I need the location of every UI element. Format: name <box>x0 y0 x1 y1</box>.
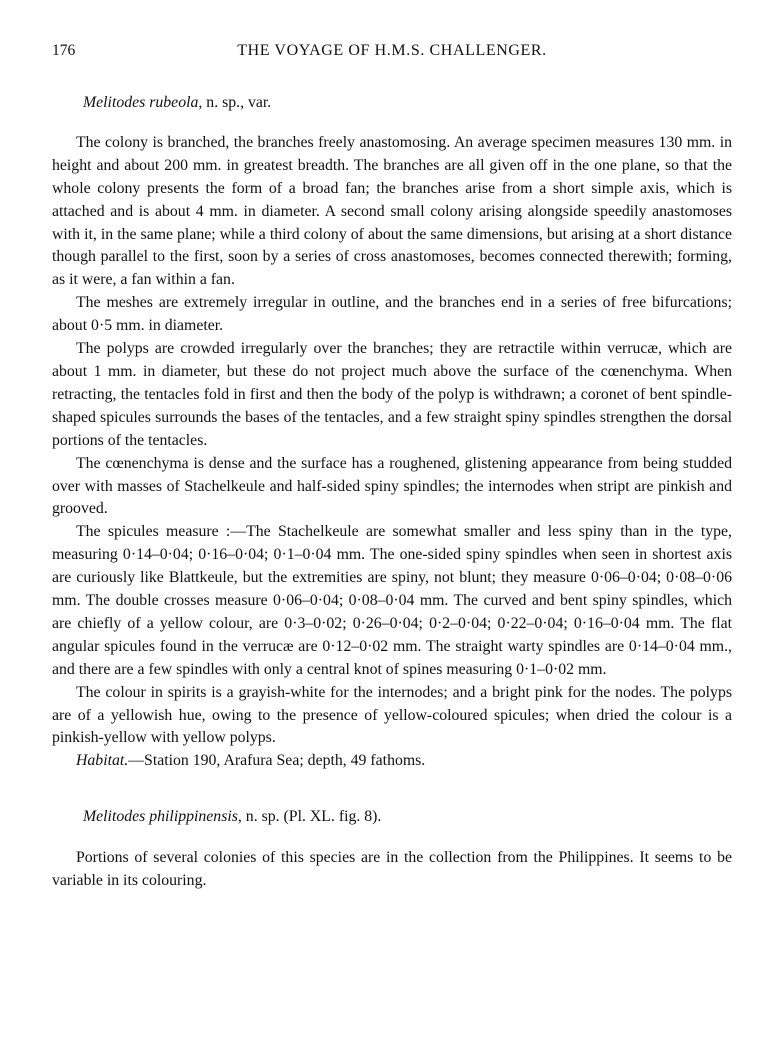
species-suffix: , n. sp., var. <box>198 94 272 111</box>
species-suffix: , n. sp. (Pl. XL. fig. 8). <box>237 808 382 826</box>
habitat-text: —Station 190, Arafura Sea; depth, 49 fathoms. <box>128 752 426 770</box>
paragraph-meshes: The meshes are extremely irregular in outline, and the branches end in a series of free bifurcations; about 0·5 mm. in diameter. <box>52 294 732 335</box>
species-name: Melitodes philippinensis <box>83 808 238 826</box>
page-number: 176 <box>52 42 76 59</box>
paragraph-spicules: The spicules measure :—The Stachelkeule are somewhat smaller and less spiny than in the type, measuring 0·14–0·04; 0·16–0·04; 0·1–0·04 mm. The one-sided spiny spindles when seen in shortest axis are curiously like Blattkeule, but the extremities are spiny, not blunt; they measure 0·06–0·04; 0·08–0·06 mm. The double crosses measure 0·06–0·04; 0·08–0·04 mm. The curved and bent spiny spindles, which are chiefly of a yellow colour, are 0·3–0·02; 0·26–0·04; 0·2–0·04; 0·22–0·04; 0·16–0·04 mm. The flat angular spicules found in the verrucæ are 0·12–0·02 mm. The straight warty spindles are 0·14–0·04 mm., and there are a few spindles with only a central knot of spines measuring 0·1–0·02 mm. <box>52 523 732 678</box>
species-heading-philippinensis <box>83 806 732 829</box>
paragraph-polyps: The polyps are crowded irregularly over the branches; they are retractile within verrucæ, which are about 1 mm. in diameter, but these do not project much above the surface of the cœnenchyma. When retracting, the tentacles fold in first and then the body of the polyp is withdrawn; a coronet of bent spindle-shaped spicules surrounds the bases of the tentacles, and a few straight spiny spindles strengthen the dorsal portions of the tentacles. <box>52 340 732 449</box>
paragraph-coenenchyma: The cœnenchyma is dense and the surface has a roughened, glistening appearance from being studded over with masses of Stachelkeule and half-sided spiny spindles; the internodes when stript are pinkish and grooved. <box>52 454 732 518</box>
species-heading-rubeola <box>83 92 732 115</box>
paragraph-colony: The colony is branched, the branches freely anastomosing. An average specimen measures 130 mm. in height and about 200 mm. in greatest breadth. The branches are all given off in the one plane, so that the whole colony presents the form of a broad fan; the branches arise from a short simple axis, which is attached and is about 4 mm. in diameter. A second small colony arising alongside speedily anastomoses with it, in the same plane; while a third colony of about the same dimensions, but arising at a short distance though parallel to the first, soon by a series of cross anastomoses, becomes connected therewith; forming, as it were, a fan within a fan. <box>52 133 732 289</box>
habitat-label: Habitat. <box>76 752 129 770</box>
page-header <box>52 42 732 66</box>
paragraph-portions: Portions of several colonies of this species are in the collection from the Philippines. It seems to be variable in its colouring. <box>52 849 732 890</box>
paragraph-habitat <box>52 750 732 773</box>
main-text <box>52 92 732 893</box>
running-title: THE VOYAGE OF H.M.S. CHALLENGER. <box>237 42 547 59</box>
paragraph-colour: The colour in spirits is a grayish-white for the internodes; and a bright pink for the nodes. The polyps are of a yellowish hue, owing to the presence of yellow-coloured spicules; when dried the colour is a pinkish-yellow with yellow polyps. <box>52 683 732 747</box>
species-name: Melitodes rubeola <box>83 94 199 111</box>
